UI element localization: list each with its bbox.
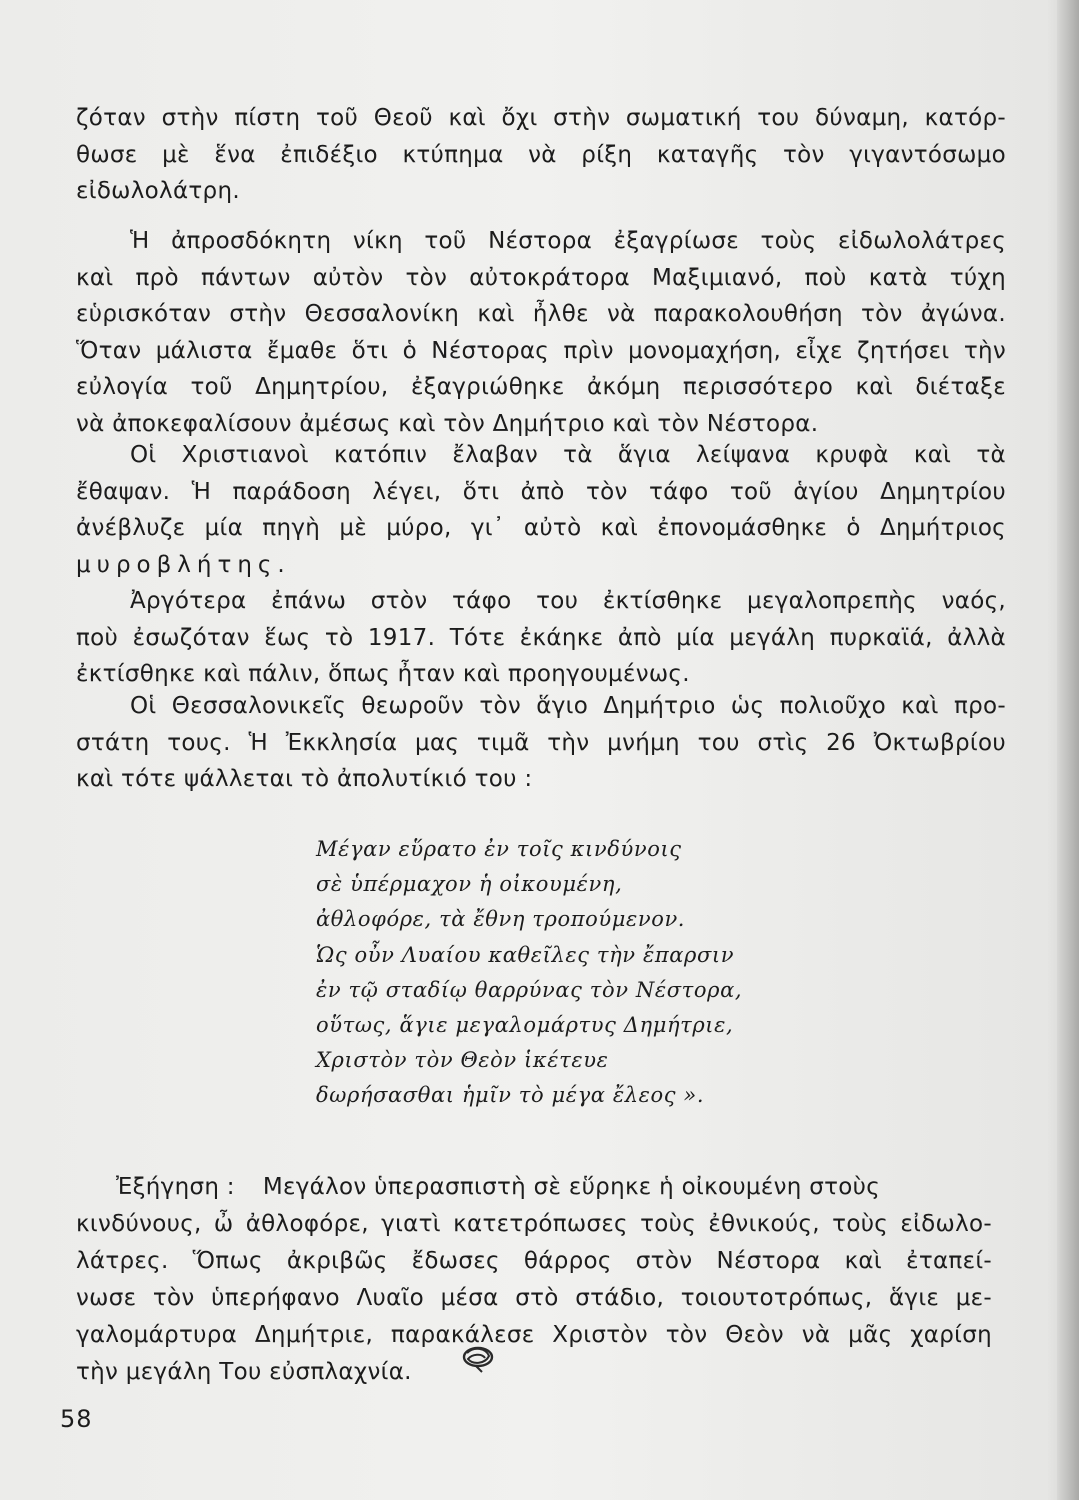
text-line: λάτρες. Ὅπως ἀκριβῶς ἔδωσες θάρρος στὸν Νέστορα καὶ ἐταπεί- <box>76 1248 992 1274</box>
explanation-first-line: Μεγάλον ὑπερασπιστὴ σὲ εὕρηκε ἡ οἰκουμένη στοὺς <box>262 1174 881 1200</box>
text-line: μυροβλήτης. <box>76 551 291 578</box>
text-line: θωσε μὲ ἕνα ἐπιδέξιο κτύπημα νὰ ρίξη καταγῆς τὸν γιγαντόσωμο <box>76 141 1006 168</box>
hymn-line: Χριστὸν τὸν Θεὸν ἱκέτευε <box>316 1048 609 1073</box>
end-ornament-icon <box>458 1340 498 1374</box>
text-line: νὰ ἀποκεφαλίσουν ἀμέσως καὶ τὸν Δημήτριο καὶ τὸν Νέστορα. <box>76 410 819 437</box>
text-line: εἰδωλολάτρη. <box>76 178 240 205</box>
paragraph-5 <box>76 688 1006 798</box>
page-number: 58 <box>60 1405 93 1433</box>
text-line: Οἱ Θεσσαλονικεῖς θεωροῦν τὸν ἅγιο Δημήτριο ὡς πολιοῦχο καὶ προ- <box>130 693 1006 719</box>
text-line: καὶ πρὸ πάντων αὐτὸν τὸν αὐτοκράτορα Μαξιμιανό, ποὺ κατὰ τύχη <box>76 264 1006 291</box>
paragraph-2 <box>76 223 1006 443</box>
hymn-line: Ὡς οὖν Λυαίου καθεῖλες τὴν ἔπαρσιν <box>316 942 735 967</box>
text-line: ζόταν στὴν πίστη τοῦ Θεοῦ καὶ ὄχι στὴν σωματική του δύναμη, κατόρ- <box>76 105 1006 131</box>
hymn-line: δωρήσασθαι ἡμῖν τὸ μέγα ἔλεος ». <box>316 1083 705 1108</box>
text-line: εὑρισκόταν στὴν Θεσσαλονίκη καὶ ἦλθε νὰ παρακολουθήση τὸν ἀγώνα. <box>76 301 1006 328</box>
text-line <box>76 1169 992 1206</box>
text-line: Ἡ ἀπροσδόκητη νίκη τοῦ Νέστορα ἐξαγρίωσε τοὺς εἰδωλολάτρες <box>130 228 1006 254</box>
hymn-line: ἀθλοφόρε, τὰ ἔθνη τροπούμενον. <box>316 907 686 932</box>
text-line: στάτη τους. Ἡ Ἐκκλησία μας τιμᾶ τὴν μνήμη του στὶς 26 Ὀκτωβρίου <box>76 729 1006 756</box>
text-line: κινδύνους, ὦ ἀθλοφόρε, γιατὶ κατετρόπωσες τοὺς ἐθνικούς, τοὺς εἰδωλο- <box>76 1211 992 1237</box>
text-line: τὴν μεγάλη Του εὐσπλαχνία. <box>76 1359 412 1385</box>
page-spine-edge <box>1057 0 1079 1500</box>
text-line: ἐκτίσθηκε καὶ πάλιν, ὅπως ἦταν καὶ προηγουμένως. <box>76 661 690 688</box>
hymn-verse <box>316 832 742 1114</box>
text-line: νωσε τὸν ὑπερήφανο Λυαῖο μέσα στὸ στάδιο, τοιουτοτρόπως, ἅγιε με- <box>76 1285 992 1311</box>
text-line: Οἱ Χριστιανοὶ κατόπιν ἔλαβαν τὰ ἅγια λείψανα κρυφὰ καὶ τὰ <box>130 442 1006 468</box>
paragraph-3 <box>76 437 1006 583</box>
text-line: ἔθαψαν. Ἡ παράδοση λέγει, ὅτι ἀπὸ τὸν τάφο τοῦ ἁγίου Δημητρίου <box>76 478 1006 505</box>
hymn-line: οὕτως, ἅγιε μεγαλομάρτυς Δημήτριε, <box>316 1013 734 1038</box>
explanation-label: Ἐξήγηση : <box>116 1174 235 1200</box>
text-line: εὐλογία τοῦ Δημητρίου, ἐξαγριώθηκε ἀκόμη περισσότερο καὶ διέταξε <box>76 374 1006 401</box>
paragraph-4 <box>76 583 1006 693</box>
paragraph-1 <box>76 100 1006 210</box>
hymn-line: σὲ ὑπέρμαχον ἡ οἰκουμένη, <box>316 872 623 897</box>
explanation-paragraph <box>76 1169 992 1391</box>
text-line: ἀνέβλυζε μία πηγὴ μὲ μύρο, γι᾽ αὐτὸ καὶ ἐπονομάσθηκε ὁ Δημήτριος <box>76 515 1006 542</box>
hymn-line: ἐν τῷ σταδίῳ θαρρύνας τὸν Νέστορα, <box>316 977 743 1002</box>
text-line: ποὺ ἐσωζόταν ἕως τὸ 1917. Τότε ἐκάηκε ἀπὸ μία μεγάλη πυρκαϊά, ἀλλὰ <box>76 624 1006 651</box>
hymn-line: Μέγαν εὕρατο ἐν τοῖς κινδύνοις <box>316 837 682 861</box>
text-line: γαλομάρτυρα Δημήτριε, παρακάλεσε Χριστὸν τὸν Θεὸν νὰ μᾶς χαρίση <box>76 1322 992 1348</box>
text-line: καὶ τότε ψάλλεται τὸ ἀπολυτίκιό του : <box>76 766 533 793</box>
text-line: Ἀργότερα ἐπάνω στὸν τάφο του ἐκτίσθηκε μεγαλοπρεπὴς ναός, <box>130 588 1006 614</box>
text-line: Ὅταν μάλιστα ἔμαθε ὅτι ὁ Νέστορας πρὶν μονομαχήση, εἶχε ζητήσει τὴν <box>76 337 1006 364</box>
